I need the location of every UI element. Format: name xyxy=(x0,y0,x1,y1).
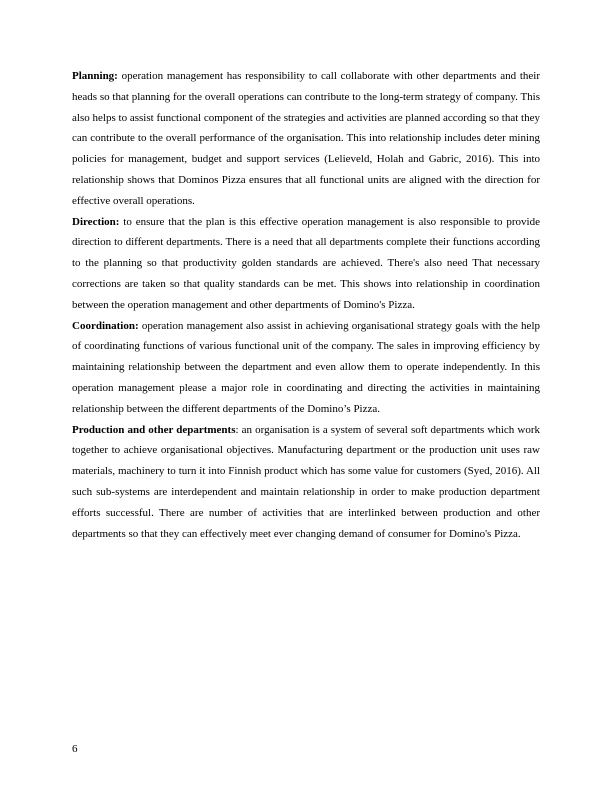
paragraph-text-production: : an organisation is a system of several soft departments which work together to achieve organisational objectives. Manufacturing department or the production unit uses raw materials, machinery to turn it into Finnish product which has some value for customers (Syed, 2016). All such sub-systems are interdependent and maintain relationship in order to make production department efforts successful. There are number of activities that are interlinked between production and other departments so that they can effectively meet ever changing demand of consumer for Domino's Pizza. xyxy=(72,423,540,540)
document-body xyxy=(72,66,540,544)
paragraph-planning xyxy=(72,66,540,212)
paragraph-coordination xyxy=(72,316,540,420)
paragraph-text-coordination: operation management also assist in achieving organisational strategy goals with the help of coordinating functions of various functional unit of the company. The sales in improving efficiency by maintaining relationship between the department and even allow them to operate independently. In this operation management please a major role in coordinating and directing the activities in maintaining relationship between the different departments of the Domino’s Pizza. xyxy=(72,319,540,415)
paragraph-heading-coordination: Coordination: xyxy=(72,319,139,332)
paragraph-heading-planning: Planning: xyxy=(72,70,118,82)
paragraph-heading-direction: Direction: xyxy=(72,215,120,228)
paragraph-direction xyxy=(72,212,540,316)
page-number: 6 xyxy=(72,743,78,755)
paragraph-production xyxy=(72,420,540,545)
paragraph-text-planning: operation management has responsibility to call collaborate with other departments and their heads so that planning for the overall operations can contribute to the long-term strategy of company. This also helps to assist functional component of the strategies and activities are planned according so that they can contribute to the overall performance of the organisation. This into relationship includes deter mining policies for management, budget and support services (Lelieveld, Holah and Gabric, 2016). This into relationship shows that Dominos Pizza ensures that all functional units are aligned with the direction for effective overall operations. xyxy=(72,70,540,207)
paragraph-heading-production: Production and other departments xyxy=(72,423,236,436)
paragraph-text-direction: to ensure that the plan is this effective operation management is also responsible to provide direction to different departments. There is a need that all departments complete their functions according to the planning so that productivity golden standards are achieved. There's also need That necessary corrections are taken so that quality standards can be met. This shows into relationship in coordination between the operation management and other departments of Domino's Pizza. xyxy=(72,215,540,311)
